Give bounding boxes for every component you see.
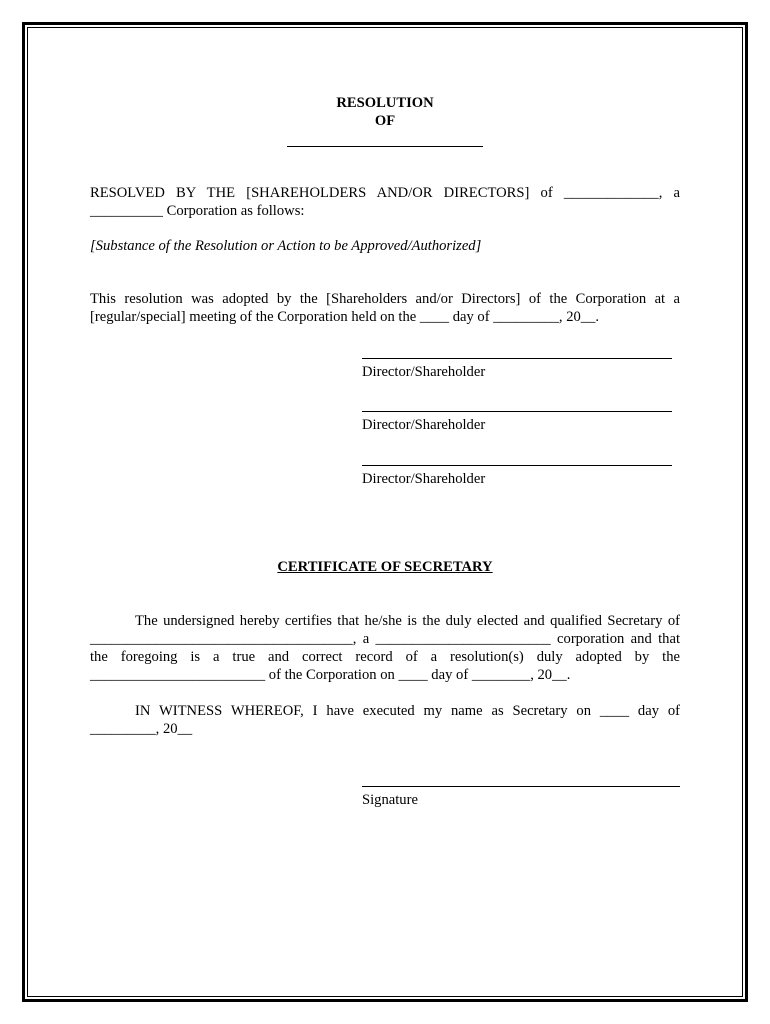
signature-label: Signature bbox=[362, 792, 418, 808]
secretary-signature-block bbox=[362, 786, 680, 809]
title-blank-line bbox=[287, 146, 483, 147]
title-line-1: RESOLUTION bbox=[336, 95, 434, 111]
substance-paragraph: [Substance of the Resolution or Action to be Approved/Authorized] bbox=[90, 238, 482, 254]
adoption-paragraph: This resolution was adopted by the [Shareholders and/or Directors] of the Corporation at a [regular/special] meeting of the Corporation held on the ____ day of _________, 20__. bbox=[90, 291, 680, 325]
certificate-heading: CERTIFICATE OF SECRETARY bbox=[277, 559, 493, 575]
signature-line bbox=[362, 786, 680, 787]
certificate-paragraph-1: The undersigned hereby certifies that he/she is the duly elected and qualified Secretary of ____________________________________, a ________________________ corporation and that the foregoing is a true and correct record of a resolution(s) duly adopted by the ________________________ of the Corporation on ____ day of ________, 20__. bbox=[90, 613, 680, 683]
signature-block-2 bbox=[362, 411, 672, 434]
signature-block-1 bbox=[362, 358, 672, 381]
resolved-paragraph: RESOLVED BY THE [SHAREHOLDERS AND/OR DIRECTORS] of _____________, a __________ Corporation as follows: bbox=[90, 185, 680, 219]
signature-label: Director/Shareholder bbox=[362, 417, 486, 433]
signature-line bbox=[362, 358, 672, 359]
signature-line bbox=[362, 465, 672, 466]
signature-label: Director/Shareholder bbox=[362, 364, 486, 380]
signature-line bbox=[362, 411, 672, 412]
title-line-2: OF bbox=[374, 113, 396, 129]
signature-block-3 bbox=[362, 465, 672, 488]
signature-label: Director/Shareholder bbox=[362, 471, 486, 487]
page-border-inner bbox=[27, 27, 743, 997]
witness-paragraph: IN WITNESS WHEREOF, I have executed my name as Secretary on ____ day of _________, 20__ bbox=[90, 703, 680, 737]
